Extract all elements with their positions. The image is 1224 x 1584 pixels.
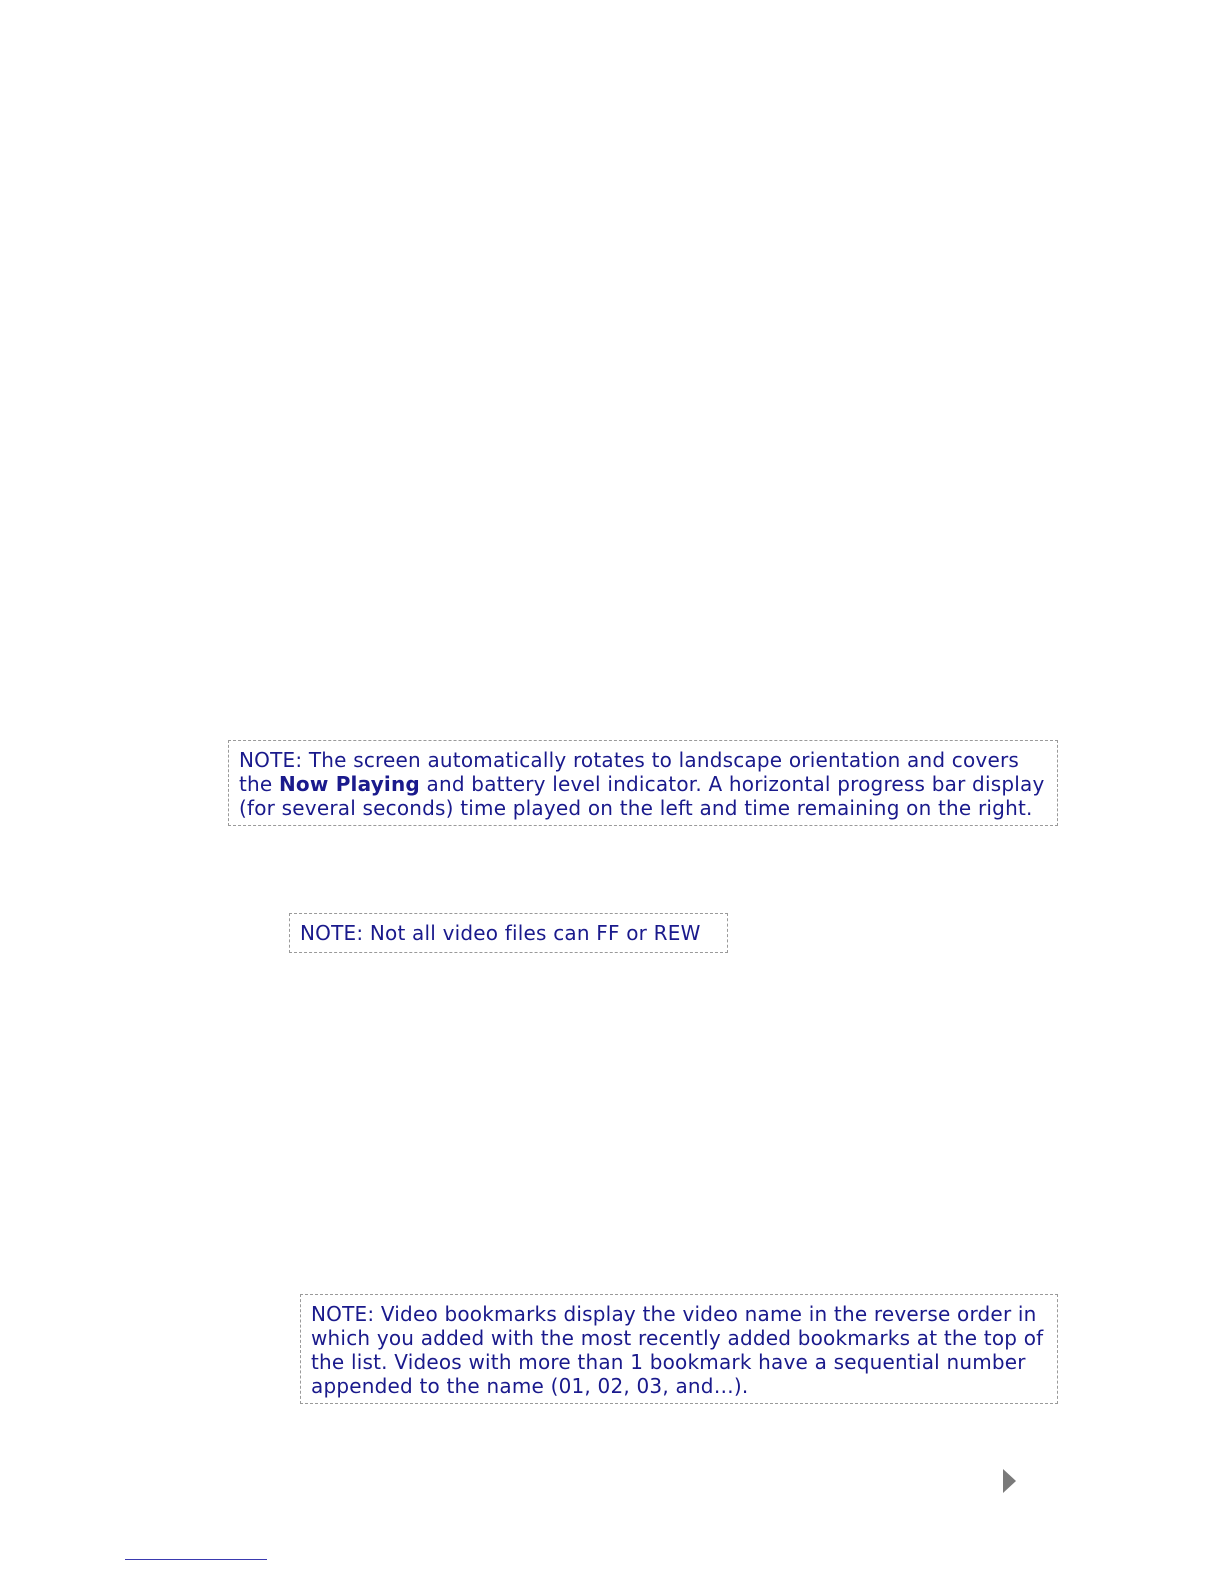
footnote-separator: [125, 1559, 267, 1560]
next-page-arrow-icon[interactable]: [1003, 1469, 1016, 1493]
note-rotation-text-after: and battery level indicator. A horizontal progress bar display (for several seconds) time played on the left and time remaining on the right.: [239, 772, 1045, 820]
note-video-bookmarks: [300, 1294, 1058, 1404]
note-ff-rew: [289, 913, 728, 953]
note-bookmarks-text: NOTE: Video bookmarks display the video name in the reverse order in which you added with the most recently added bookmarks at the top of the list. Videos with more than 1 bookmark have a sequential number appended to the name (01, 02, 03, and…).: [311, 1302, 1044, 1398]
note-screen-rotation: [228, 740, 1058, 826]
note-ff-rew-text: NOTE: Not all video files can FF or REW: [300, 921, 701, 945]
note-rotation-text-before: NOTE: The screen automatically rotates to landscape orientation and covers the: [239, 748, 1020, 796]
now-playing-label: Now Playing: [278, 772, 420, 796]
